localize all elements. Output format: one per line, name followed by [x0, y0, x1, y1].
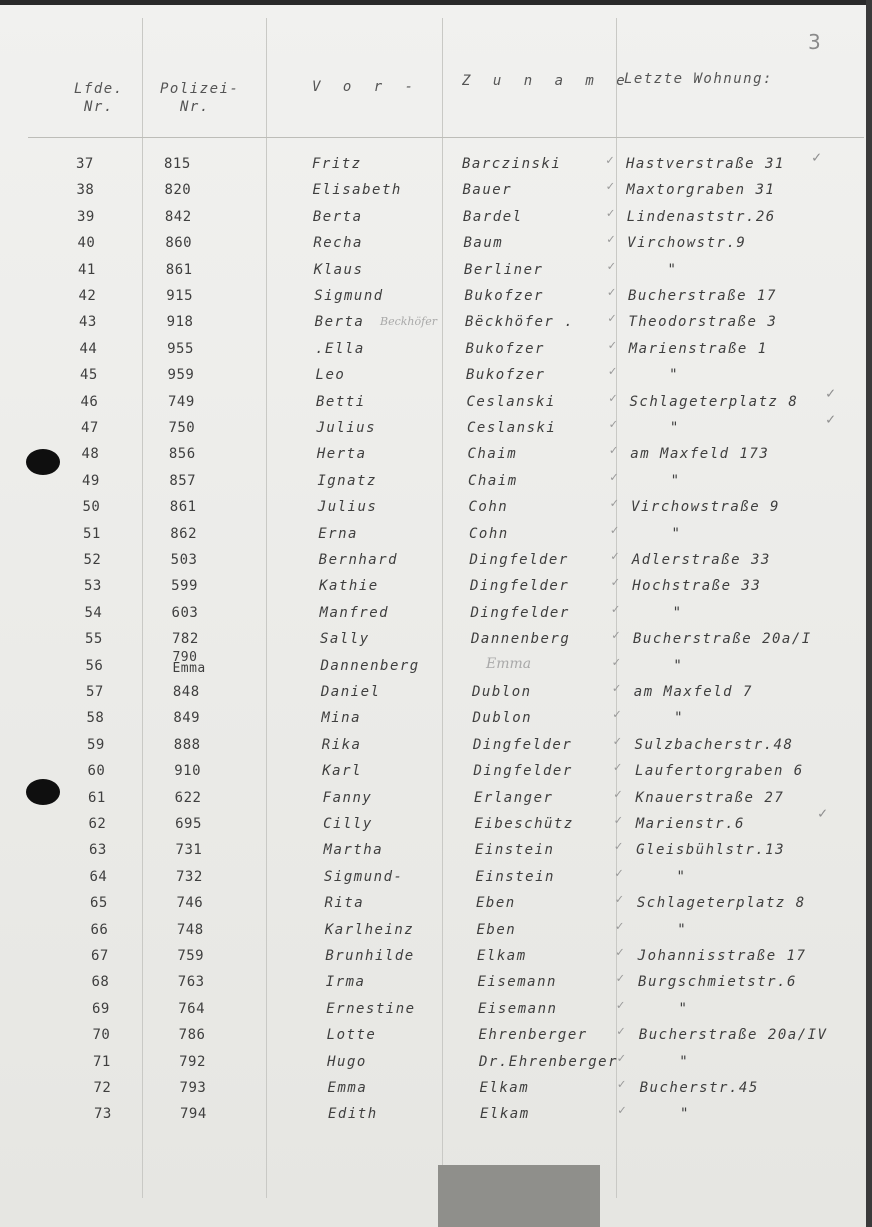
check-mark-icon: ✓	[606, 205, 615, 221]
table-row	[0, 1077, 872, 1106]
cell-pol: 915	[166, 288, 194, 304]
cell-lfd: 57	[86, 684, 104, 700]
cell-wo: Hochstraße 33	[632, 578, 762, 595]
cell-lfd: 44	[79, 340, 98, 357]
table-row	[0, 681, 872, 710]
cell-wo: Bucherstr.45	[639, 1080, 759, 1096]
cell-vor: Recha	[313, 235, 363, 252]
cell-lfd: 40	[77, 235, 96, 252]
table-row	[0, 601, 872, 631]
header-polizei-line1: Polizei-	[160, 81, 240, 97]
cell-wo: Schlageterplatz 8	[636, 895, 806, 912]
cell-vor: Irma	[325, 974, 366, 991]
cell-pol: 764	[178, 1000, 206, 1017]
header-rule	[28, 137, 864, 138]
check-mark-icon: ✓	[615, 865, 623, 881]
scan-edge-top	[0, 0, 872, 5]
check-mark-icon: ✓	[617, 1050, 626, 1066]
cell-lfd: 37	[76, 156, 94, 172]
cell-vor: Lotte	[326, 1027, 377, 1044]
margin-check-mark: ✓	[818, 804, 828, 822]
table-row	[0, 971, 872, 1000]
cell-pol: 794	[180, 1106, 207, 1123]
cell-vor: Berta	[314, 314, 365, 331]
cell-vor: Cilly	[323, 816, 373, 832]
cell-zu: Einstein	[475, 842, 555, 859]
table-row	[0, 575, 872, 604]
cell-wo: "	[676, 868, 687, 885]
check-mark-icon: ✓	[617, 1024, 625, 1040]
cell-wo: "	[677, 921, 688, 938]
check-mark-icon: ✓	[612, 681, 621, 696]
table-row	[0, 649, 872, 684]
cell-vor: Sigmund-	[324, 868, 404, 885]
cell-wo: Laufertorgraben 6	[634, 763, 804, 780]
cell-lfd: 63	[89, 842, 107, 859]
cell-lfd: 69	[92, 1000, 110, 1017]
table-row	[0, 549, 872, 578]
cell-wo: Lindenaststr.26	[626, 208, 776, 225]
table-row	[0, 733, 872, 763]
cell-wo: Adlerstraße 33	[631, 552, 771, 568]
cell-pol: 792	[179, 1053, 206, 1070]
cell-lfd: 39	[77, 208, 95, 225]
cell-lfd: 42	[78, 288, 97, 304]
header-polizei	[160, 80, 239, 116]
cell-pol: 503	[170, 552, 198, 568]
check-mark-icon: ✓	[607, 232, 615, 248]
header-polizei-line2: Nr.	[180, 99, 210, 115]
cell-vor: Dannenberg	[320, 657, 420, 674]
check-mark-icon: ✓	[617, 1077, 626, 1092]
cell-pol: 860	[165, 235, 193, 252]
cell-vor: Martha	[323, 842, 384, 859]
cell-vor: Sally	[320, 631, 370, 648]
table-row	[0, 364, 872, 393]
table-row	[0, 337, 872, 367]
cell-zu: Bukofzer	[464, 288, 544, 304]
check-mark-icon: ✓	[614, 786, 622, 802]
table-row	[0, 918, 872, 948]
cell-lfd: 46	[80, 393, 99, 410]
cell-pol: 857	[169, 472, 197, 489]
cell-zu: Dr.Ehrenberger	[479, 1053, 619, 1070]
table-row	[0, 865, 872, 895]
cell-vor: Herta	[316, 446, 367, 463]
table-row	[0, 786, 872, 816]
cell-lfd: 53	[84, 578, 102, 595]
cell-vor: Klaus	[313, 261, 364, 278]
cell-pol: 763	[177, 974, 205, 991]
cell-wo: Maxtorgraben 31	[626, 182, 776, 199]
cell-zu: Chaim	[467, 446, 518, 463]
header-lfd	[74, 80, 124, 116]
cell-lfd: 48	[81, 446, 100, 463]
cell-lfd: 56	[85, 657, 104, 674]
cell-pol: 746	[176, 895, 204, 912]
scan-smudge	[438, 1165, 600, 1227]
check-mark-icon: ✓	[608, 364, 617, 380]
cell-wo: Knauerstraße 27	[635, 789, 785, 806]
cell-zu: Dingfelder	[470, 578, 570, 595]
cell-pol: 786	[178, 1027, 206, 1044]
cell-lfd: 41	[78, 261, 96, 278]
table-row	[0, 1024, 872, 1053]
cell-vor: .Ella	[315, 340, 365, 357]
cell-pol: 842	[164, 208, 192, 225]
cell-pol: 622	[174, 789, 202, 806]
cell-zu: Cohn	[469, 525, 509, 542]
cell-vor: Karlheinz	[324, 921, 415, 938]
check-mark-icon: ✓	[615, 918, 624, 934]
cell-pol: 820	[164, 182, 192, 199]
cell-wo: Marienstraße 1	[628, 340, 768, 357]
cell-lfd: 61	[88, 789, 106, 806]
punch-hole	[26, 449, 60, 475]
cell-pol: 888	[173, 736, 201, 753]
cell-vor: Fritz	[312, 156, 362, 172]
cell-pol: 695	[175, 816, 202, 832]
check-mark-icon: ✓	[616, 945, 624, 960]
cell-zu: Eisemann	[478, 1000, 558, 1017]
cell-lfd: 54	[84, 604, 103, 621]
cell-pol: 782	[172, 631, 199, 648]
cell-lfd: 50	[82, 499, 101, 516]
cell-zu: Ceslanski	[466, 393, 556, 410]
cell-zu: Barczinski	[462, 156, 562, 172]
cell-lfd: 55	[85, 631, 103, 648]
cell-wo: "	[667, 261, 678, 278]
handwritten-annotation: Emma	[486, 656, 532, 672]
cell-pol: 910	[174, 763, 202, 780]
table-row	[0, 945, 872, 974]
check-mark-icon: ✓	[614, 813, 623, 828]
cell-vor: Manfred	[319, 604, 390, 621]
table-row	[0, 1050, 872, 1080]
table-row	[0, 628, 872, 657]
cell-vor: Sigmund	[314, 288, 384, 304]
margin-check-mark: ✓	[826, 410, 836, 428]
margin-check-mark: ✓	[812, 148, 822, 166]
cell-wo: "	[674, 710, 685, 727]
cell-wo: Virchowstraße 9	[631, 499, 780, 516]
cell-vor: Emma	[327, 1080, 368, 1096]
header-wohnung: Letzte Wohnung:	[624, 71, 773, 87]
cell-wo: "	[679, 1053, 690, 1070]
cell-vor: Karl	[322, 763, 362, 780]
cell-zu: Bauer	[462, 182, 513, 199]
cell-wo: Bucherstraße 20a/I	[633, 631, 812, 648]
check-mark-icon: ✓	[611, 575, 620, 591]
check-mark-icon: ✓	[610, 496, 619, 512]
check-mark-icon: ✓	[607, 258, 616, 274]
header-zuname: Z u n a m e	[462, 73, 632, 89]
cell-lfd: 67	[91, 948, 109, 964]
cell-lfd: 62	[88, 816, 107, 832]
check-mark-icon: ✓	[615, 892, 624, 908]
cell-lfd: 45	[80, 367, 98, 384]
cell-pol: 759	[177, 948, 205, 964]
header-vorname: V o r -	[312, 79, 421, 95]
cell-zu: Dingfelder	[473, 736, 573, 753]
cell-zu: Elkam	[480, 1106, 530, 1123]
cell-zu: Berliner	[464, 261, 544, 278]
check-mark-icon: ✓	[612, 654, 621, 670]
cell-pol: 861	[169, 499, 197, 516]
cell-vor: Erna	[318, 525, 358, 542]
check-mark-icon: ✓	[618, 1103, 626, 1119]
cell-zu: Eben	[476, 921, 517, 938]
cell-zu: Elkam	[477, 948, 527, 964]
cell-zu: Dublon	[472, 710, 533, 727]
header-lfd-line1: Lfde.	[74, 81, 124, 97]
cell-wo: Virchowstr.9	[627, 235, 747, 252]
cell-zu: Ceslanski	[467, 420, 557, 436]
cell-vor: Rita	[324, 895, 365, 912]
cell-wo: Sulzbacherstr.48	[634, 736, 794, 753]
cell-wo: "	[678, 1000, 689, 1017]
cell-lfd: 73	[94, 1106, 112, 1123]
check-mark-icon: ✓	[616, 971, 625, 987]
cell-pol: 959	[167, 367, 195, 384]
cell-wo: am Maxfeld 173	[630, 446, 770, 463]
cell-lfd: 58	[86, 710, 105, 727]
cell-zu: Bëckhöfer .	[465, 314, 575, 331]
check-mark-icon: ✓	[608, 311, 616, 327]
table-row	[0, 417, 872, 446]
cell-lfd: 60	[87, 763, 106, 780]
table-row	[0, 707, 872, 736]
cell-lfd: 51	[83, 525, 101, 542]
cell-vor: Daniel	[320, 684, 381, 700]
table-row	[0, 813, 872, 842]
cell-pol: 815	[164, 156, 191, 172]
cell-lfd: 59	[87, 736, 105, 753]
cell-lfd: 72	[93, 1080, 112, 1096]
margin-check-mark: ✓	[826, 384, 836, 402]
table-row	[0, 839, 872, 868]
table-row	[0, 496, 872, 525]
cell-zu: Dingfelder	[469, 552, 569, 568]
cell-wo: Johannisstraße 17	[637, 948, 807, 964]
check-mark-icon: ✓	[610, 469, 618, 485]
cell-zu: Eben	[476, 895, 516, 912]
cell-wo: Bucherstraße 20a/IV	[638, 1027, 828, 1044]
cell-pol: 793	[179, 1080, 207, 1096]
cell-vor: Mina	[321, 710, 362, 727]
cell-pol: 599	[171, 578, 198, 595]
punch-hole	[26, 779, 60, 805]
cell-vor: Ernestine	[326, 1000, 416, 1017]
cell-pol: 749	[168, 393, 195, 410]
cell-zu: Elkam	[479, 1080, 530, 1096]
cell-lfd: 70	[92, 1027, 111, 1044]
check-mark-icon: ✓	[614, 839, 623, 855]
check-mark-icon: ✓	[613, 707, 621, 723]
cell-vor: Hugo	[327, 1053, 367, 1070]
cell-wo: Theodorstraße 3	[628, 314, 778, 331]
check-mark-icon: ✓	[613, 760, 622, 776]
cell-pol: 955	[167, 340, 194, 357]
cell-vor: Ignatz	[317, 472, 377, 489]
cell-lfd: 71	[93, 1053, 111, 1070]
check-mark-icon: ✓	[611, 601, 620, 617]
check-mark-icon: ✓	[611, 549, 619, 564]
cell-pol: 856	[168, 446, 196, 463]
cell-pol: 790 Emma	[172, 649, 206, 676]
cell-wo: "	[680, 1106, 690, 1123]
check-mark-icon: ✓	[610, 522, 619, 538]
check-mark-icon: ✓	[609, 443, 618, 459]
cell-zu: Bukofzer	[465, 340, 545, 357]
cell-vor: Julius	[317, 499, 378, 516]
cell-zu: Eisemann	[477, 974, 557, 991]
check-mark-icon: ✓	[612, 628, 620, 644]
cell-pol: 732	[176, 868, 203, 885]
cell-pol: 603	[171, 604, 199, 621]
cell-lfd: 52	[83, 552, 102, 568]
cell-zu: Cohn	[468, 499, 509, 516]
cell-wo: "	[671, 525, 682, 542]
cell-vor: Elisabeth	[312, 182, 402, 199]
cell-zu: Dingfelder	[473, 763, 573, 780]
cell-vor: Betti	[316, 393, 366, 410]
cell-zu: Bukofzer	[466, 367, 546, 384]
cell-zu: Einstein	[475, 868, 555, 885]
cell-zu: Dublon	[472, 684, 532, 700]
cell-vor: Kathie	[319, 578, 379, 595]
check-mark-icon: ✓	[613, 733, 622, 749]
cell-vor: Berta	[312, 208, 363, 225]
cell-vor: Bernhard	[318, 552, 399, 568]
cell-zu: Dannenberg	[471, 631, 571, 648]
cell-lfd: 65	[90, 895, 108, 912]
check-mark-icon: ✓	[607, 285, 616, 300]
cell-wo: Hastverstraße 31	[626, 156, 785, 172]
cell-vor: Edith	[328, 1106, 378, 1123]
cell-pol: 731	[175, 842, 203, 859]
cell-lfd: 64	[89, 868, 108, 885]
table-row	[0, 179, 872, 208]
cell-wo: "	[669, 420, 680, 436]
cell-wo: "	[669, 367, 680, 384]
cell-wo: "	[670, 472, 681, 489]
cell-wo: "	[672, 604, 683, 621]
cell-zu: Dingfelder	[470, 604, 570, 621]
check-mark-icon: ✓	[608, 337, 617, 353]
cell-pol: 750	[168, 420, 196, 436]
cell-zu: Erlanger	[474, 789, 554, 806]
cell-lfd: 68	[91, 974, 110, 991]
table-row	[0, 153, 872, 182]
table-row	[0, 522, 872, 552]
table-row	[0, 997, 872, 1027]
cell-wo: am Maxfeld 7	[633, 684, 753, 700]
check-mark-icon: ✓	[606, 179, 615, 195]
cell-zu: Eibeschütz	[474, 816, 574, 832]
cell-pol: 918	[166, 314, 194, 331]
cell-zu: Baum	[463, 235, 504, 252]
check-mark-icon: ✓	[616, 997, 625, 1013]
table-row	[0, 469, 872, 499]
header-lfd-line2: Nr.	[84, 99, 114, 115]
cell-wo: Burgschmietstr.6	[638, 974, 797, 991]
cell-lfd: 49	[82, 472, 100, 489]
cell-wo: Bucherstraße 17	[627, 288, 777, 304]
cell-lfd: 66	[90, 921, 109, 938]
cell-zu: Ehrenberger	[478, 1027, 588, 1044]
cell-wo: Marienstr.6	[635, 816, 745, 832]
cell-zu: Chaim	[468, 472, 518, 489]
cell-lfd: 43	[79, 314, 97, 331]
cell-vor: Julius	[316, 420, 377, 436]
table-row	[0, 443, 872, 472]
table-row	[0, 258, 872, 288]
table-row	[0, 1103, 872, 1132]
table-row	[0, 285, 872, 314]
cell-pol: 862	[170, 525, 198, 542]
table-row	[0, 232, 872, 261]
cell-lfd: 47	[81, 420, 99, 436]
table-row	[0, 390, 872, 420]
page-number: 3	[808, 30, 821, 54]
check-mark-icon: ✓	[609, 390, 617, 406]
cell-wo: "	[673, 657, 684, 674]
cell-vor: Fanny	[322, 789, 373, 806]
table-row	[0, 205, 872, 235]
handwritten-annotation: Beckhöfer	[380, 315, 437, 328]
check-mark-icon: ✓	[609, 417, 618, 432]
cell-vor: Brunhilde	[325, 948, 415, 964]
cell-pol: 849	[173, 710, 201, 727]
cell-lfd: 38	[76, 182, 95, 199]
cell-wo: Gleisbühlstr.13	[636, 842, 786, 859]
cell-wo: Schlageterplatz 8	[629, 393, 799, 410]
table-row	[0, 892, 872, 921]
cell-pol: 748	[176, 921, 204, 938]
cell-pol: 861	[165, 261, 193, 278]
cell-zu: Bardel	[463, 208, 523, 225]
cell-vor: Leo	[315, 367, 346, 384]
check-mark-icon: ✓	[606, 153, 614, 168]
cell-pol: 848	[172, 684, 200, 700]
table-row	[0, 760, 872, 789]
cell-vor: Rika	[321, 736, 362, 753]
